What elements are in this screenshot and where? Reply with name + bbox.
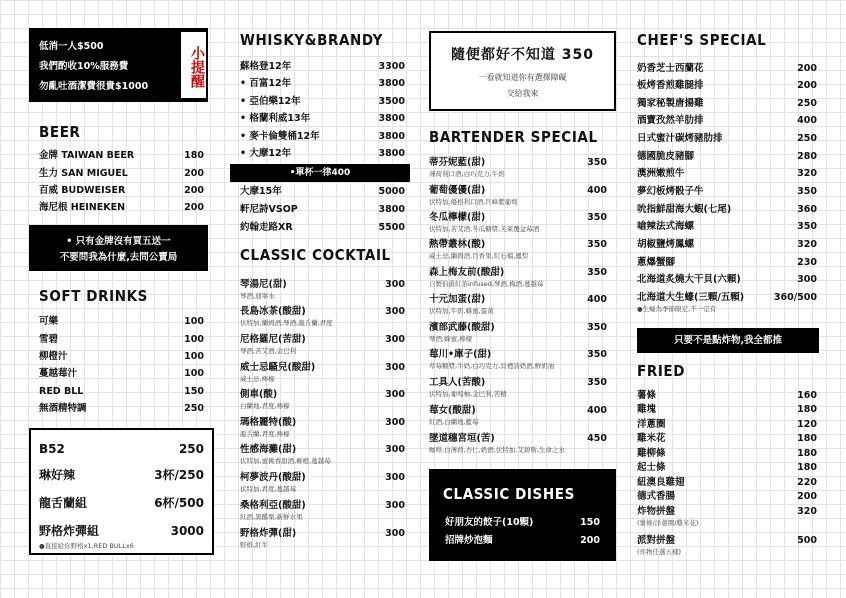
item-name: 蔥爆蟹腳 bbox=[637, 257, 676, 268]
item-price: 350 bbox=[587, 157, 607, 168]
fried-note: (炸物任選五樣) bbox=[637, 548, 682, 556]
item-name: 墜道穗宮垣(苦) bbox=[429, 433, 495, 444]
item-price: 230 bbox=[797, 257, 817, 268]
item-ingredients: 琴酒,通寧水 bbox=[240, 292, 275, 300]
list-item bbox=[637, 506, 817, 518]
list-item bbox=[39, 150, 204, 162]
item-price: 350 bbox=[587, 377, 607, 388]
item-price: 300 bbox=[385, 528, 405, 539]
list-item bbox=[637, 448, 817, 460]
beer-note-line: 不要問我為什麼,去問公賣局 bbox=[59, 252, 178, 263]
item-price: 120 bbox=[797, 419, 817, 430]
item-ingredients: 伏特加,蜜桃香甜酒,柳橙,蔓越莓 bbox=[240, 457, 331, 465]
item-price: 450 bbox=[587, 433, 607, 444]
list-item bbox=[429, 433, 607, 445]
item-price: 3300 bbox=[378, 61, 405, 72]
list-item bbox=[39, 316, 204, 328]
notice-line: 勿亂吐酒潔費很貴$1000 bbox=[39, 81, 149, 92]
item-name: • 亞伯樂12年 bbox=[240, 96, 301, 107]
item-ingredients: 薄荷利口酒,白巧克力,牛奶 bbox=[429, 170, 505, 178]
item-name: 約翰走路XR bbox=[240, 222, 293, 233]
item-price: 3800 bbox=[378, 148, 405, 159]
item-name: 起士條 bbox=[637, 462, 666, 473]
item-name: 無酒精特調 bbox=[39, 403, 87, 414]
list-item bbox=[445, 535, 600, 547]
item-name: 葡萄優優(甜) bbox=[429, 185, 486, 196]
list-item bbox=[637, 292, 817, 304]
item-price: 300 bbox=[385, 389, 405, 400]
list-item bbox=[240, 306, 405, 318]
soft-drinks-title: SOFT DRINKS bbox=[39, 287, 148, 305]
item-price: 3800 bbox=[378, 78, 405, 89]
list-item bbox=[240, 528, 405, 540]
list-item bbox=[429, 157, 607, 169]
beer-note-line: • 只有金牌沒有買五送一 bbox=[66, 236, 171, 247]
item-price: 300 bbox=[385, 472, 405, 483]
item-name: 酒寶孜然羊肋排 bbox=[637, 115, 704, 126]
item-ingredients: 伏特加,君度,蔓越莓 bbox=[240, 485, 297, 493]
item-name: 好朋友的餃子(10顆) bbox=[445, 517, 534, 528]
item-price: 3800 bbox=[378, 131, 405, 142]
chef-title: CHEF'S SPECIAL bbox=[637, 31, 767, 49]
item-name: • 大摩12年 bbox=[240, 148, 292, 159]
item-price: 250 bbox=[797, 133, 817, 144]
item-price: 350 bbox=[587, 212, 607, 223]
fried-note: (薯條/洋蔥圈/雞米花) bbox=[637, 519, 699, 527]
list-item bbox=[39, 496, 204, 511]
item-name: 野格炸彈組 bbox=[39, 524, 100, 538]
item-name: 胡椒鹽烤鳳螺 bbox=[637, 239, 695, 250]
item-price: 300 bbox=[385, 444, 405, 455]
item-name: 獨家秘製唐揚雞 bbox=[637, 98, 704, 109]
item-name: 雪碧 bbox=[39, 334, 59, 345]
item-name: 琳好辣 bbox=[39, 468, 76, 482]
item-name: 可樂 bbox=[39, 316, 59, 327]
item-name: 濱部武藤(酸甜) bbox=[429, 322, 495, 333]
list-item bbox=[240, 444, 405, 456]
list-item bbox=[637, 477, 817, 489]
list-item bbox=[637, 221, 817, 233]
list-item bbox=[240, 61, 405, 73]
item-price: 200 bbox=[184, 185, 204, 196]
item-name: 雞米花 bbox=[637, 433, 666, 444]
item-price: 200 bbox=[184, 168, 204, 179]
dishes-title: CLASSIC DISHES bbox=[443, 485, 575, 503]
list-item bbox=[39, 202, 204, 214]
fried-banner: 只要不是點炸物,我全都推 bbox=[637, 328, 819, 353]
list-item bbox=[429, 349, 607, 361]
item-name: 威士忌騷兒(酸甜) bbox=[240, 362, 316, 373]
list-item bbox=[240, 148, 405, 160]
item-ingredients: 紅酒,白蘭地,藍莓 bbox=[429, 418, 479, 426]
item-price: 280 bbox=[797, 151, 817, 162]
item-price: 350 bbox=[797, 221, 817, 232]
item-price: 160 bbox=[797, 390, 817, 401]
item-price: 180 bbox=[797, 462, 817, 473]
item-ingredients: 龍舌蘭,君度,檸檬 bbox=[240, 430, 290, 438]
item-price: 100 bbox=[184, 316, 204, 327]
item-name: 琴湯尼(甜) bbox=[240, 279, 287, 290]
list-item bbox=[240, 222, 405, 234]
list-item bbox=[429, 377, 607, 389]
item-name: 海尼根 HEINEKEN bbox=[39, 202, 126, 213]
list-item bbox=[240, 96, 405, 108]
item-price: 250 bbox=[178, 442, 204, 456]
list-item bbox=[637, 390, 817, 402]
item-price: 300 bbox=[385, 500, 405, 511]
item-ingredients: 琴酒,苦艾酒,金巴利 bbox=[240, 347, 297, 355]
item-price: 350 bbox=[587, 267, 607, 278]
item-price: 250 bbox=[184, 403, 204, 414]
item-name: 北海道炙燒大干貝(六顆) bbox=[637, 274, 741, 285]
item-price: 100 bbox=[184, 351, 204, 362]
item-ingredients: 威士忌,蘭姆酒,百香果,紅石榴,鳳梨 bbox=[429, 252, 529, 260]
item-name: 性感海灘(甜) bbox=[240, 444, 297, 455]
list-item bbox=[429, 405, 607, 417]
notice-line: 我們酌收10%服務費 bbox=[39, 61, 129, 72]
item-name: • 百富12年 bbox=[240, 78, 292, 89]
list-item bbox=[240, 204, 405, 216]
item-price: 360 bbox=[797, 204, 817, 215]
item-price: 3800 bbox=[378, 204, 405, 215]
list-item bbox=[240, 113, 405, 125]
item-price: 500 bbox=[797, 535, 817, 546]
list-item bbox=[240, 131, 405, 143]
item-price: 320 bbox=[797, 168, 817, 179]
item-price: 150 bbox=[580, 517, 600, 528]
list-item bbox=[637, 535, 817, 547]
list-item bbox=[637, 274, 817, 286]
item-ingredients: 伏特加,苦艾酒,冬瓜糖漿,芙萊覆盆莓酒 bbox=[429, 225, 540, 233]
item-ingredients: 白蘭地,君度,檸檬 bbox=[240, 402, 290, 410]
item-name: 板烤香煎雞腿排 bbox=[637, 80, 704, 91]
item-name: RED BLL bbox=[39, 386, 84, 397]
item-name: 薯條 bbox=[637, 390, 657, 401]
item-ingredients: 伏特加,牛奶,蜂蜜,蛋黃 bbox=[429, 307, 494, 315]
notice-tag: 小提醒 bbox=[181, 32, 206, 98]
item-price: 300 bbox=[385, 417, 405, 428]
list-item bbox=[240, 417, 405, 429]
item-name: 熱帶叢林(酸) bbox=[429, 239, 486, 250]
item-name: 柯夢波丹(酸甜) bbox=[240, 472, 306, 483]
item-name: 大摩15年 bbox=[240, 186, 282, 197]
item-name: 桑格利亞(酸甜) bbox=[240, 500, 306, 511]
item-price: 200 bbox=[797, 63, 817, 74]
list-item bbox=[240, 472, 405, 484]
list-item bbox=[240, 500, 405, 512]
item-name: 森上梅友前(酸甜) bbox=[429, 267, 505, 278]
item-price: 180 bbox=[797, 433, 817, 444]
list-item bbox=[637, 80, 817, 92]
item-name: 蒂芬妮藍(甜) bbox=[429, 157, 486, 168]
list-item bbox=[445, 517, 600, 529]
item-price: 5500 bbox=[378, 222, 405, 233]
item-price: 200 bbox=[184, 202, 204, 213]
list-item bbox=[240, 186, 405, 198]
random-title: 隨便都好不知道 350 bbox=[450, 47, 595, 63]
item-price: 180 bbox=[797, 404, 817, 415]
random-box bbox=[429, 31, 616, 111]
list-item bbox=[240, 389, 405, 401]
item-price: 350 bbox=[797, 186, 817, 197]
item-name: 紐澳良雞翅 bbox=[637, 477, 685, 488]
list-item bbox=[637, 186, 817, 198]
item-price: 300 bbox=[385, 362, 405, 373]
list-item bbox=[637, 168, 817, 180]
item-ingredients: 伏特加,蘭姆酒,琴酒,龍舌蘭,君度 bbox=[240, 319, 333, 327]
item-name: 炸物拼盤 bbox=[637, 506, 676, 517]
item-name: 莓川•庫子(甜) bbox=[429, 349, 492, 360]
item-name: 莓女(酸甜) bbox=[429, 405, 476, 416]
item-name: 嗆辣法式海螺 bbox=[637, 221, 695, 232]
list-item bbox=[637, 204, 817, 216]
list-item bbox=[39, 168, 204, 180]
list-item bbox=[240, 78, 405, 90]
item-name: 雞塊 bbox=[637, 404, 657, 415]
item-ingredients: 伏特加,優格利口酒,巨峰紫葡萄 bbox=[429, 198, 518, 206]
item-price: 360/500 bbox=[773, 292, 817, 303]
item-name: 洋蔥圈 bbox=[637, 419, 666, 430]
item-price: 300 bbox=[385, 334, 405, 345]
list-item bbox=[637, 419, 817, 431]
item-price: 200 bbox=[580, 535, 600, 546]
item-name: 招牌炒泡麵 bbox=[445, 535, 493, 546]
item-name: 百威 BUDWEISER bbox=[39, 185, 126, 196]
item-ingredients: 野格,紅牛 bbox=[240, 541, 269, 549]
list-item bbox=[637, 98, 817, 110]
item-price: 6杯/500 bbox=[154, 496, 204, 510]
item-name: B52 bbox=[39, 442, 65, 456]
random-line: 一看就知道你有選擇障礙 bbox=[478, 73, 567, 82]
list-item bbox=[39, 334, 204, 346]
chef-note: ●生蠔為季節限定,不一定有 bbox=[637, 305, 717, 313]
list-item bbox=[240, 362, 405, 374]
list-item bbox=[39, 524, 204, 539]
item-name: 日式蜜汁碳烤豬肋排 bbox=[637, 133, 723, 144]
item-price: 180 bbox=[184, 150, 204, 161]
item-name: 奶香芝士西蘭花 bbox=[637, 63, 704, 74]
list-item bbox=[637, 115, 817, 127]
item-price: 400 bbox=[587, 294, 607, 305]
item-name: 冬瓜檸檬(甜) bbox=[429, 212, 486, 223]
list-item bbox=[637, 491, 817, 503]
item-name: 德國脆皮豬腳 bbox=[637, 151, 695, 162]
item-name: 工具人(苦酸) bbox=[429, 377, 486, 388]
item-name: 野格炸彈(甜) bbox=[240, 528, 297, 539]
item-name: • 格蘭利威13年 bbox=[240, 113, 311, 124]
item-price: 180 bbox=[797, 448, 817, 459]
list-item bbox=[39, 351, 204, 363]
item-name: 十元加蛋(甜) bbox=[429, 294, 486, 305]
cocktail-title: CLASSIC COCKTAIL bbox=[240, 246, 391, 264]
item-price: 200 bbox=[797, 80, 817, 91]
list-item bbox=[637, 433, 817, 445]
list-item bbox=[637, 462, 817, 474]
item-name: 瑪格麗特(酸) bbox=[240, 417, 297, 428]
item-name: • 麥卡倫雙桶12年 bbox=[240, 131, 320, 142]
item-price: 400 bbox=[587, 185, 607, 196]
item-ingredients: 伏特加,葡萄柚,金巴利,苦精 bbox=[429, 390, 507, 398]
item-price: 200 bbox=[797, 491, 817, 502]
list-item bbox=[429, 294, 607, 306]
list-item bbox=[39, 386, 204, 398]
item-name: 蔓越莓汁 bbox=[39, 368, 78, 379]
list-item bbox=[637, 404, 817, 416]
item-price: 3杯/250 bbox=[154, 468, 204, 482]
item-price: 220 bbox=[797, 477, 817, 488]
item-name: 長島冰茶(酸甜) bbox=[240, 306, 306, 317]
item-price: 350 bbox=[587, 349, 607, 360]
notice-box bbox=[29, 28, 208, 102]
bartender-title: BARTENDER SPECIAL bbox=[429, 128, 598, 146]
list-item bbox=[429, 185, 607, 197]
list-item bbox=[240, 279, 405, 291]
list-item bbox=[637, 257, 817, 269]
list-item bbox=[39, 185, 204, 197]
item-name: 側車(酸) bbox=[240, 389, 278, 400]
item-price: 150 bbox=[184, 386, 204, 397]
list-item bbox=[240, 334, 405, 346]
list-item bbox=[39, 403, 204, 415]
list-item bbox=[637, 133, 817, 145]
list-item bbox=[637, 151, 817, 163]
item-ingredients: 威士忌,檸檬 bbox=[240, 375, 275, 383]
random-line: 交給我來 bbox=[506, 89, 539, 98]
shots-box bbox=[29, 428, 214, 555]
item-price: 320 bbox=[797, 506, 817, 517]
dishes-box bbox=[429, 469, 616, 561]
item-name: 柳橙汁 bbox=[39, 351, 68, 362]
fried-title: FRIED bbox=[637, 362, 686, 380]
item-price: 300 bbox=[797, 274, 817, 285]
item-name: 夢幻板烤骰子牛 bbox=[637, 186, 704, 197]
item-price: 300 bbox=[385, 306, 405, 317]
list-item bbox=[429, 212, 607, 224]
item-price: 350 bbox=[587, 322, 607, 333]
item-name: 金牌 TAIWAN BEER bbox=[39, 150, 135, 161]
item-price: 320 bbox=[797, 239, 817, 250]
item-price: 3800 bbox=[378, 113, 405, 124]
notice-line: 低消一人$500 bbox=[39, 41, 104, 52]
list-item bbox=[39, 468, 204, 483]
list-item bbox=[429, 267, 607, 279]
beer-title: BEER bbox=[39, 123, 81, 141]
item-price: 400 bbox=[797, 115, 817, 126]
item-price: 250 bbox=[797, 98, 817, 109]
item-price: 100 bbox=[184, 334, 204, 345]
item-ingredients: 咖啡,白薄荷,杏仁,奶酒,伏特加,艾碧斯,生命之水 bbox=[429, 446, 565, 454]
item-name: 澳洲嫩煎牛 bbox=[637, 168, 685, 179]
item-name: 派對拼盤 bbox=[637, 535, 676, 546]
item-name: 龍舌蘭組 bbox=[39, 496, 88, 510]
item-name: 軒尼詩VSOP bbox=[240, 204, 298, 215]
item-price: 5000 bbox=[378, 186, 405, 197]
list-item bbox=[637, 63, 817, 75]
item-price: 350 bbox=[587, 239, 607, 250]
list-item bbox=[429, 239, 607, 251]
item-ingredients: 琴酒,蜂蜜,檸檬 bbox=[429, 335, 473, 343]
beer-note-banner bbox=[29, 225, 208, 271]
item-name: 雞柳條 bbox=[637, 448, 666, 459]
item-price: 300 bbox=[385, 279, 405, 290]
item-ingredients: 草莓糖漿,牛奶,白巧克力,貝禮詩奶酒,鮮奶油 bbox=[429, 362, 555, 370]
whisky-title: WHISKY&BRANDY bbox=[240, 31, 384, 49]
list-item bbox=[39, 442, 204, 457]
item-name: 生力 SAN MIGUEL bbox=[39, 168, 128, 179]
list-item bbox=[637, 239, 817, 251]
item-price: 100 bbox=[184, 368, 204, 379]
item-name: 尼格羅尼(苦甜) bbox=[240, 334, 306, 345]
whisky-banner: •單杯一律400 bbox=[230, 164, 410, 182]
item-name: 吮指鮮甜海大蝦(七尾) bbox=[637, 204, 732, 215]
item-ingredients: 自製伯爵紅茶infused,琴酒,梅酒,蔓越莓 bbox=[429, 280, 544, 288]
item-name: 德式香腸 bbox=[637, 491, 676, 502]
item-price: 400 bbox=[587, 405, 607, 416]
list-item bbox=[429, 322, 607, 334]
item-name: 蘇格登12年 bbox=[240, 61, 292, 72]
item-name: 北海道大生蠔(三顆/五顆) bbox=[637, 292, 745, 303]
shots-note: ●直接給你野格x1,RED BULLx6 bbox=[39, 542, 134, 550]
list-item bbox=[39, 368, 204, 380]
item-ingredients: 紅酒,黑醋栗,新鮮水果 bbox=[240, 513, 303, 521]
item-price: 3000 bbox=[170, 524, 204, 538]
item-price: 3500 bbox=[378, 96, 405, 107]
